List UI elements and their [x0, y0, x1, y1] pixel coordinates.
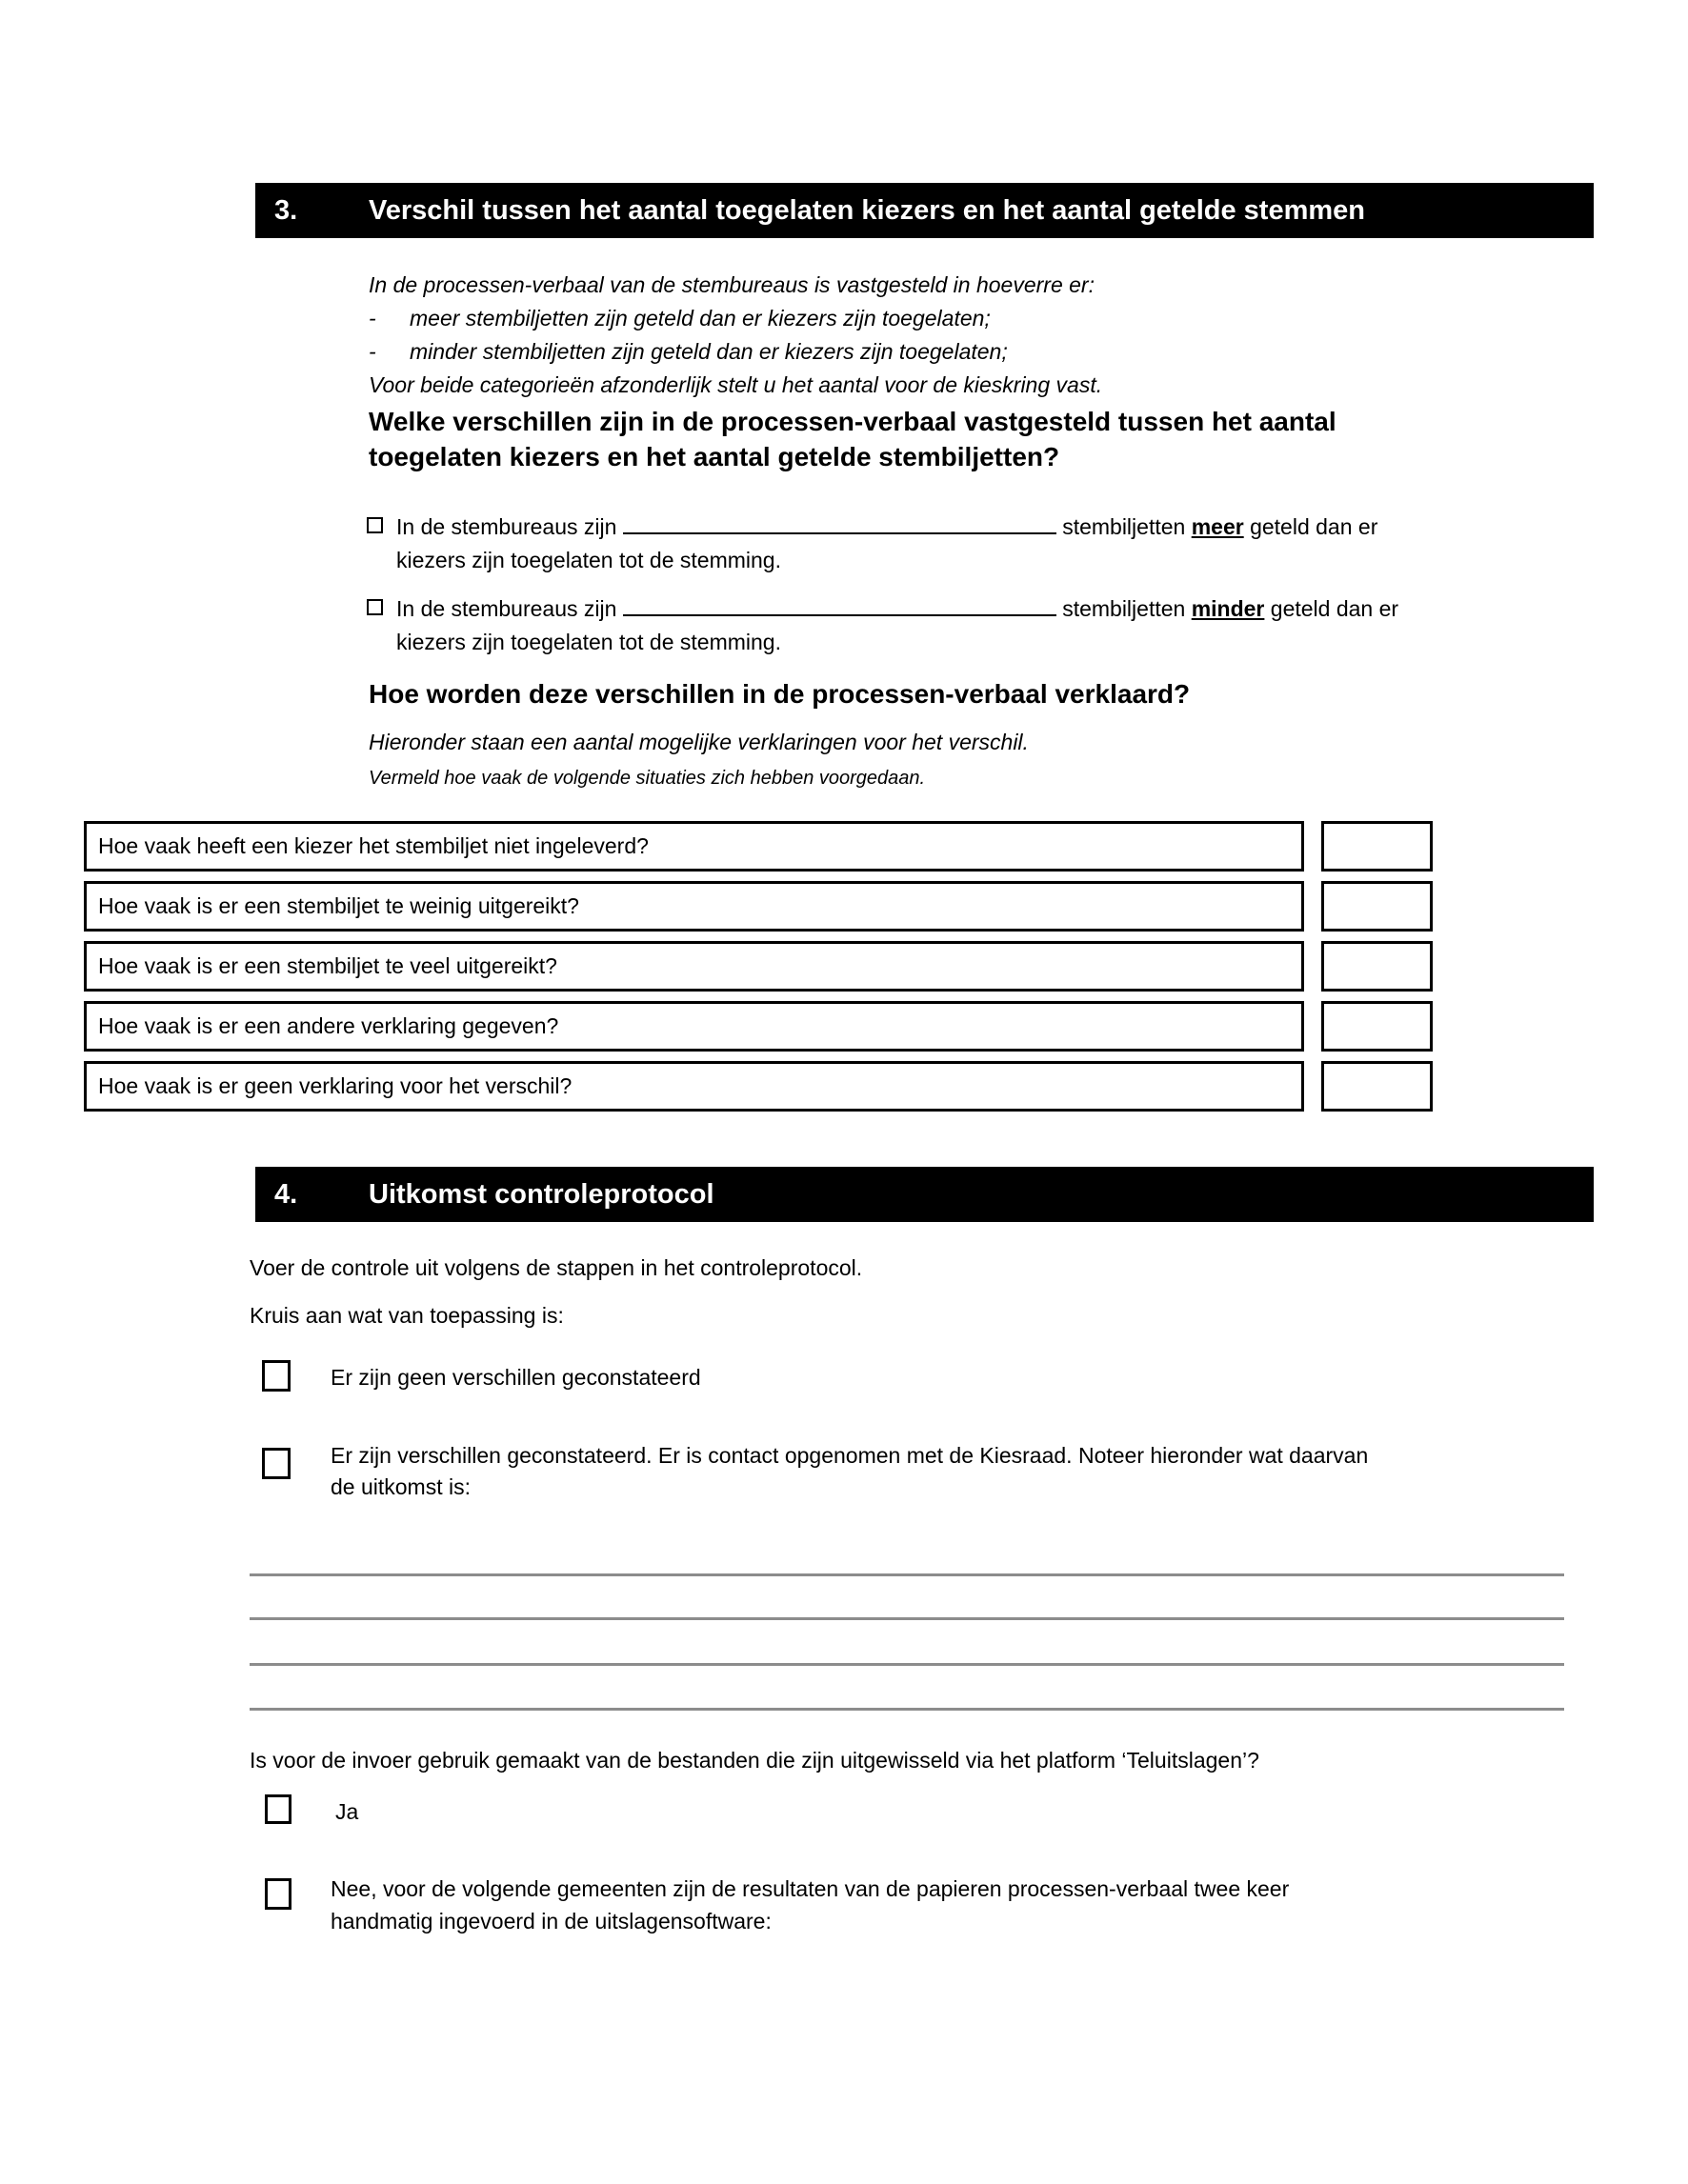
option-ja-label: Ja — [335, 1799, 359, 1824]
question-differences: Welke verschillen zijn in de processen-verbaal vastgesteld tussen het aantal toegelaten kiezers en het aantal getelde stembiljetten? — [369, 407, 1336, 471]
checkbox-verschillen-icon[interactable] — [262, 1448, 291, 1479]
instruction-check-applicable: Kruis aan wat van toepassing is: — [250, 1303, 564, 1328]
intro-line: In de processen-verbaal van de stembureaus is vastgesteld in hoeverre er: — [369, 272, 1095, 297]
checkbox-geen-verschillen-icon[interactable] — [262, 1360, 291, 1392]
option-nee-label: Nee, voor de volgende gemeenten zijn de resultaten van de papieren processen-verbaal twee keer handmatig ingevoerd in de uitslagensoftware: — [331, 1876, 1290, 1934]
section-3-title: Verschil tussen het aantal toegelaten kiezers en het aantal getelde stemmen — [369, 195, 1365, 226]
answer-line[interactable] — [250, 1573, 1564, 1576]
bullet-dash: - — [369, 339, 376, 364]
option-minder-text — [396, 592, 1398, 659]
option-text-mid: stembiljetten — [1062, 596, 1186, 621]
section-4-title: Uitkomst controleprotocol — [369, 1179, 714, 1210]
option-keyword-minder: minder — [1191, 596, 1265, 621]
answer-line[interactable] — [250, 1708, 1564, 1711]
question-cell: Hoe vaak is er geen verklaring voor het verschil? — [84, 1061, 1304, 1112]
table-row — [84, 821, 1433, 872]
question-explanation: Hoe worden deze verschillen in de processen-verbaal verklaard? — [369, 679, 1191, 709]
checkbox-minder-icon[interactable] — [367, 599, 383, 615]
checkbox-ja-icon[interactable] — [265, 1794, 291, 1824]
section-3-number: 3. — [274, 195, 298, 226]
option-keyword-meer: meer — [1191, 514, 1244, 539]
option-text-pre: In de stembureaus zijn — [396, 514, 617, 539]
explanation-table — [84, 821, 1433, 1121]
answer-box[interactable] — [1321, 881, 1433, 932]
table-row — [84, 1001, 1433, 1052]
section-4-number: 4. — [274, 1179, 298, 1210]
question-cell: Hoe vaak is er een andere verklaring gegeven? — [84, 1001, 1304, 1052]
intro-bullet — [369, 302, 1445, 335]
answer-box[interactable] — [1321, 821, 1433, 872]
answer-line[interactable] — [250, 1617, 1564, 1620]
intro-line: Voor beide categorieën afzonderlijk stelt u het aantal voor de kieskring vast. — [369, 372, 1103, 397]
fill-in-blank-meer[interactable] — [623, 532, 1056, 534]
option-text-line2: kiezers zijn toegelaten tot de stemming. — [396, 548, 781, 572]
instruction-control-protocol: Voer de controle uit volgens de stappen in het controleprotocol. — [250, 1255, 863, 1280]
section-4-header — [255, 1167, 1594, 1222]
bullet-dash: - — [369, 306, 376, 331]
answer-box[interactable] — [1321, 1061, 1433, 1112]
option-verschillen-label: Er zijn verschillen geconstateerd. Er is contact opgenomen met de Kiesraad. Noteer hieronder wat daarvan de uitkomst is: — [331, 1443, 1369, 1499]
checkbox-nee-icon[interactable] — [265, 1878, 291, 1910]
option-meer-row — [367, 511, 1472, 577]
answer-box[interactable] — [1321, 1001, 1433, 1052]
option-text-mid: stembiljetten — [1062, 514, 1186, 539]
section-3-intro — [369, 269, 1445, 402]
table-row — [84, 941, 1433, 992]
section-3-header — [255, 183, 1594, 238]
answer-box[interactable] — [1321, 941, 1433, 992]
option-text-post: geteld dan er — [1250, 514, 1378, 539]
note-frequency: Vermeld hoe vaak de volgende situaties zich hebben voorgedaan. — [369, 768, 926, 789]
option-text-line2: kiezers zijn toegelaten tot de stemming. — [396, 630, 781, 654]
table-row — [84, 881, 1433, 932]
fill-in-blank-minder[interactable] — [623, 614, 1056, 616]
bullet-text: meer stembiljetten zijn geteld dan er kiezers zijn toegelaten; — [410, 306, 991, 331]
question-cell: Hoe vaak is er een stembiljet te veel uitgereikt? — [84, 941, 1304, 992]
option-text-post: geteld dan er — [1270, 596, 1399, 621]
question-cell: Hoe vaak is er een stembiljet te weinig uitgereikt? — [84, 881, 1304, 932]
option-geen-verschillen-label: Er zijn geen verschillen geconstateerd — [331, 1365, 701, 1390]
intro-bullet — [369, 335, 1445, 369]
note-explanations: Hieronder staan een aantal mogelijke verklaringen voor het verschil. — [369, 730, 1029, 754]
question-cell: Hoe vaak heeft een kiezer het stembiljet niet ingeleverd? — [84, 821, 1304, 872]
bullet-text: minder stembiljetten zijn geteld dan er kiezers zijn toegelaten; — [410, 339, 1008, 364]
checkbox-meer-icon[interactable] — [367, 517, 383, 533]
option-minder-row — [367, 592, 1472, 659]
answer-line[interactable] — [250, 1663, 1564, 1666]
option-text-pre: In de stembureaus zijn — [396, 596, 617, 621]
table-row — [84, 1061, 1433, 1112]
question-platform-teluitslagen: Is voor de invoer gebruik gemaakt van de bestanden die zijn uitgewisseld via het platform ‘Teluitslagen’? — [250, 1748, 1259, 1773]
option-meer-text — [396, 511, 1377, 577]
